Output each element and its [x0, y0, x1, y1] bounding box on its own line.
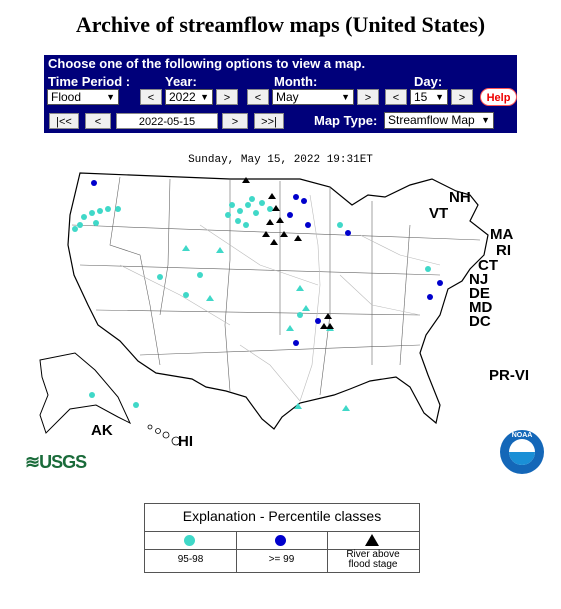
day-label: Day: — [414, 74, 443, 89]
year-next-button[interactable]: > — [216, 89, 238, 105]
year-value: 2022 — [169, 90, 196, 104]
legend — [144, 503, 420, 573]
day-prev-button[interactable]: < — [385, 89, 407, 105]
map-label-ri: RI — [496, 242, 511, 259]
chevron-down-icon: ▼ — [200, 92, 209, 102]
chevron-down-icon: ▼ — [341, 92, 350, 102]
legend-label-above-flood: River above flood stage — [346, 549, 400, 570]
map-label-dc: DC — [469, 313, 491, 330]
year-prev-button[interactable]: < — [140, 89, 162, 105]
month-prev-button[interactable]: < — [247, 89, 269, 105]
legend-label-95-98: 95-98 — [177, 554, 204, 565]
date-input[interactable]: 2022-05-15 — [116, 113, 218, 129]
chevron-down-icon: ▼ — [435, 92, 444, 102]
legend-black-triangle-icon — [365, 534, 379, 546]
day-value: 15 — [414, 90, 428, 104]
day-select[interactable] — [410, 89, 448, 105]
map-label-ct: CT — [478, 257, 498, 274]
legend-cyan-dot-icon — [184, 535, 195, 546]
panel-heading: Choose one of the following options to view a map. — [48, 56, 366, 71]
page-title: Archive of streamflow maps (United States) — [75, 12, 486, 37]
map-label-hi: HI — [178, 433, 193, 450]
legend-title: Explanation - Percentile classes — [182, 508, 382, 524]
month-value: May — [276, 90, 299, 104]
legend-blue-dot-icon — [275, 535, 286, 546]
time-period-select[interactable] — [47, 89, 119, 105]
map-label-de: DE — [469, 285, 490, 302]
us-outline — [68, 173, 488, 429]
map-options-panel — [44, 55, 517, 133]
map-label-prvi: PR-VI — [489, 367, 530, 384]
chevron-down-icon: ▼ — [481, 115, 490, 125]
day-next-button[interactable]: > — [451, 89, 473, 105]
map-type-label: Map Type: — [314, 113, 378, 128]
month-next-button[interactable]: > — [357, 89, 379, 105]
first-date-button[interactable]: |<< — [49, 113, 79, 129]
chevron-down-icon: ▼ — [106, 92, 115, 102]
help-button[interactable]: Help — [480, 88, 517, 106]
map-label-md: MD — [469, 299, 493, 316]
map-label-ma: MA — [490, 226, 514, 243]
month-label: Month: — [274, 74, 318, 89]
prev-date-button[interactable]: < — [85, 113, 111, 129]
map-label-vt: VT — [429, 205, 449, 222]
map-type-select[interactable] — [384, 112, 494, 129]
year-select[interactable] — [165, 89, 213, 105]
alaska-outline — [40, 353, 130, 433]
map-timestamp: Sunday, May 15, 2022 19:31ET — [188, 154, 373, 166]
map-type-value: Streamflow Map — [388, 113, 475, 127]
usgs-logo: ≋USGS — [25, 452, 87, 472]
next-date-button[interactable]: > — [222, 113, 248, 129]
month-select[interactable] — [272, 89, 354, 105]
legend-label-ge-99: >= 99 — [268, 554, 295, 565]
time-period-label: Time Period : — [48, 74, 131, 89]
last-date-button[interactable]: >>| — [254, 113, 284, 129]
map-label-ak: AK — [91, 422, 113, 439]
time-period-value: Flood — [51, 90, 82, 104]
noaa-logo: NOAA — [500, 430, 544, 474]
map-label-nh: NH — [449, 189, 471, 206]
hawaii-outline — [148, 425, 180, 445]
year-label: Year: — [165, 74, 197, 89]
map-label-nj: NJ — [469, 271, 489, 288]
